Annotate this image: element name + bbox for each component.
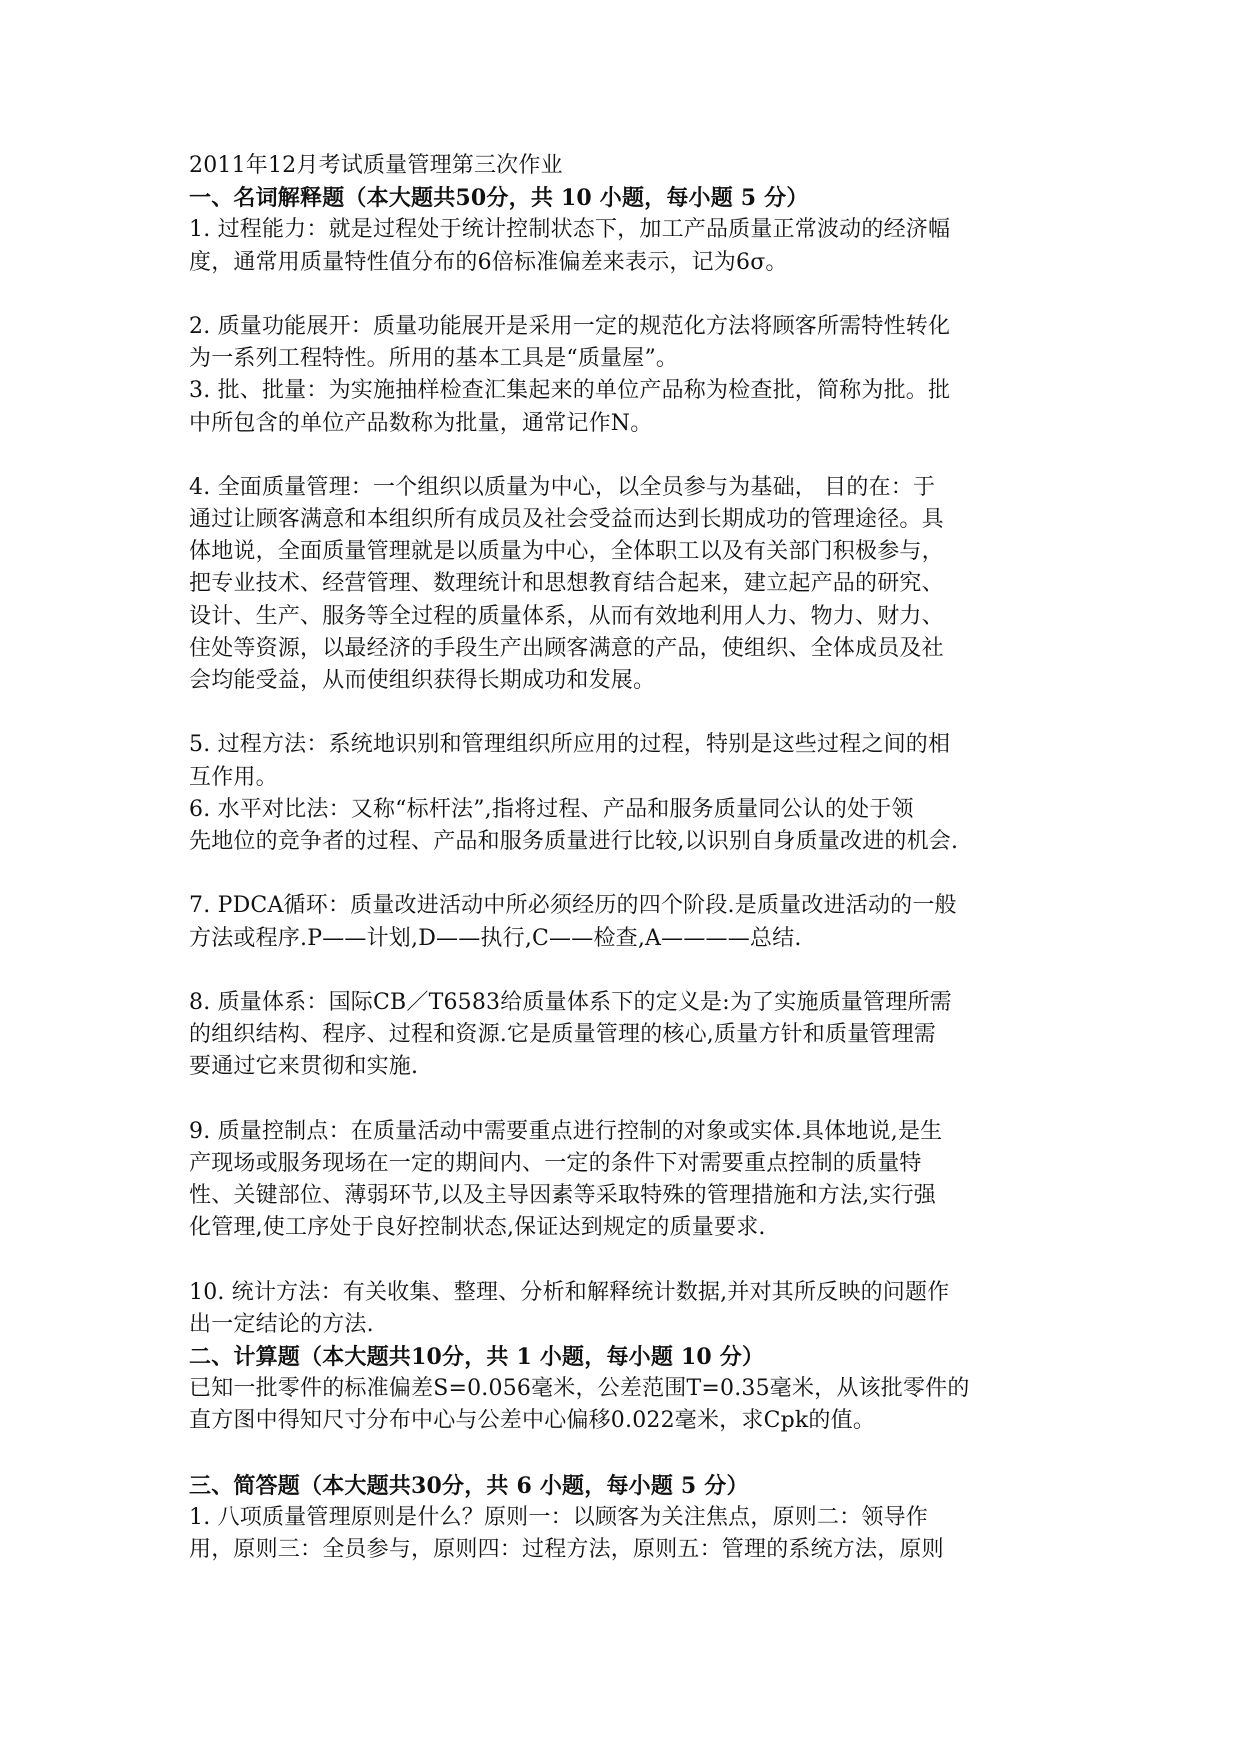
term-9-line-3: 性、关键部位、薄弱环节,以及主导因素等采取特殊的管理措施和方法,实行强 (189, 1183, 936, 1208)
term-7-line-1: 7. PDCA循环：质量改进活动中所必须经历的四个阶段.是质量改进活动的一般 (189, 893, 957, 919)
term-3-line-1: 3. 批、批量：为实施抽样检查汇集起来的单位产品称为检查批，简称为批。批 (189, 378, 951, 404)
spacer (189, 440, 1069, 472)
term-4-line-4: 把专业技术、经营管理、数理统计和思想教育结合起来，建立起产品的研究、 (189, 571, 944, 597)
term-4-line-6: 住处等资源，以最经济的手段生产出顾客满意的产品，使组织、全体成员及社 (189, 635, 944, 661)
short-answer-line-2: 用，原则三：全员参与，原则四：过程方法，原则五：管理的系统方法，原则 (189, 1537, 944, 1563)
term-8-line-3: 要通过它来贯彻和实施. (189, 1054, 419, 1080)
term-9-line-2: 产现场或服务现场在一定的期间内、一定的条件下对需要重点控制的质量特 (189, 1150, 922, 1176)
spacer (189, 955, 1069, 987)
calc-problem-line-1: 已知一批零件的标准偏差S=0.056毫米，公差范围T=0.35毫米，从该批零件的 (189, 1376, 970, 1402)
spacer (189, 1244, 1069, 1276)
section-2-heading: 二、计算题（本大题共10分，共 1 小题，每小题 10 分） (189, 1343, 765, 1370)
term-9-line-1: 9. 质量控制点：在质量活动中需要重点进行控制的对象或实体.具体地说,是生 (189, 1118, 943, 1144)
term-10-line-1: 10. 统计方法：有关收集、整理、分析和解释统计数据,并对其所反映的问题作 (189, 1279, 950, 1305)
spacer (189, 1083, 1069, 1115)
term-4-line-2: 通过让顾客满意和本组织所有成员及社会受益而达到长期成功的管理途径。具 (189, 507, 944, 533)
spacer (189, 279, 1069, 311)
spacer (189, 858, 1069, 890)
section-3-heading: 三、简答题（本大题共30分，共 6 小题，每小题 5 分） (189, 1472, 749, 1499)
section-1-heading: 一、名词解释题（本大题共50分，共 10 小题，每小题 5 分） (189, 185, 809, 212)
document-content (189, 150, 1069, 1566)
term-4-line-3: 体地说，全面质量管理就是以质量为中心，全体职工以及有关部门积极参与， (189, 539, 944, 565)
term-8-line-2: 的组织结构、程序、过程和资源.它是质量管理的核心,质量方针和质量管理需 (189, 1022, 936, 1048)
term-9-line-4: 化管理,使工序处于良好控制状态,保证达到规定的质量要求. (189, 1215, 766, 1241)
term-4-line-1: 4. 全面质量管理：一个组织以质量为中心，以全员参与为基础， 目的在：于 (189, 474, 936, 500)
short-answer-line-1: 1. 八项质量管理原则是什么？原则一：以顾客为关注焦点，原则二：领导作 (189, 1504, 928, 1530)
term-2-line-2: 为一系列工程特性。所用的基本工具是“质量屋”。 (189, 346, 679, 372)
document-title: 2011年12月考试质量管理第三次作业 (189, 153, 563, 178)
spacer (189, 1438, 1069, 1470)
term-5-line-1: 5. 过程方法：系统地识别和管理组织所应用的过程，特别是这些过程之间的相 (189, 732, 951, 758)
term-2-line-1: 2. 质量功能展开：质量功能展开是采用一定的规范化方法将顾客所需特性转化 (189, 313, 951, 339)
term-10-line-2: 出一定结论的方法. (189, 1311, 374, 1337)
term-6-line-2: 先地位的竞争者的过程、产品和服务质量进行比较,以识别自身质量改进的机会. (189, 828, 959, 854)
term-1-line-1: 1. 过程能力：就是过程处于统计控制状态下，加工产品质量正常波动的经济幅 (189, 217, 951, 243)
term-8-line-1: 8. 质量体系：国际CB／T6583给质量体系下的定义是:为了实施质量管理所需 (189, 989, 952, 1015)
term-6-line-1: 6. 水平对比法：又称“标杆法”,指将过程、产品和服务质量同公认的处于领 (189, 796, 914, 822)
term-5-line-2: 互作用。 (189, 764, 278, 790)
term-7-line-2: 方法或程序.P——计划,D——执行,C——检查,A————总结. (189, 925, 802, 951)
spacer (189, 697, 1069, 729)
term-1-line-2: 度，通常用质量特性值分布的6倍标准偏差来表示，记为6σ。 (189, 249, 788, 275)
term-4-line-5: 设计、生产、服务等全过程的质量体系，从而有效地利用人力、物力、财力、 (189, 603, 944, 629)
calc-problem-line-2: 直方图中得知尺寸分布中心与公差中心偏移0.022毫米，求Cpk的值。 (189, 1408, 876, 1434)
term-3-line-2: 中所包含的单位产品数称为批量，通常记作N。 (189, 410, 653, 436)
term-4-line-7: 会均能受益，从而使组织获得长期成功和发展。 (189, 668, 656, 693)
